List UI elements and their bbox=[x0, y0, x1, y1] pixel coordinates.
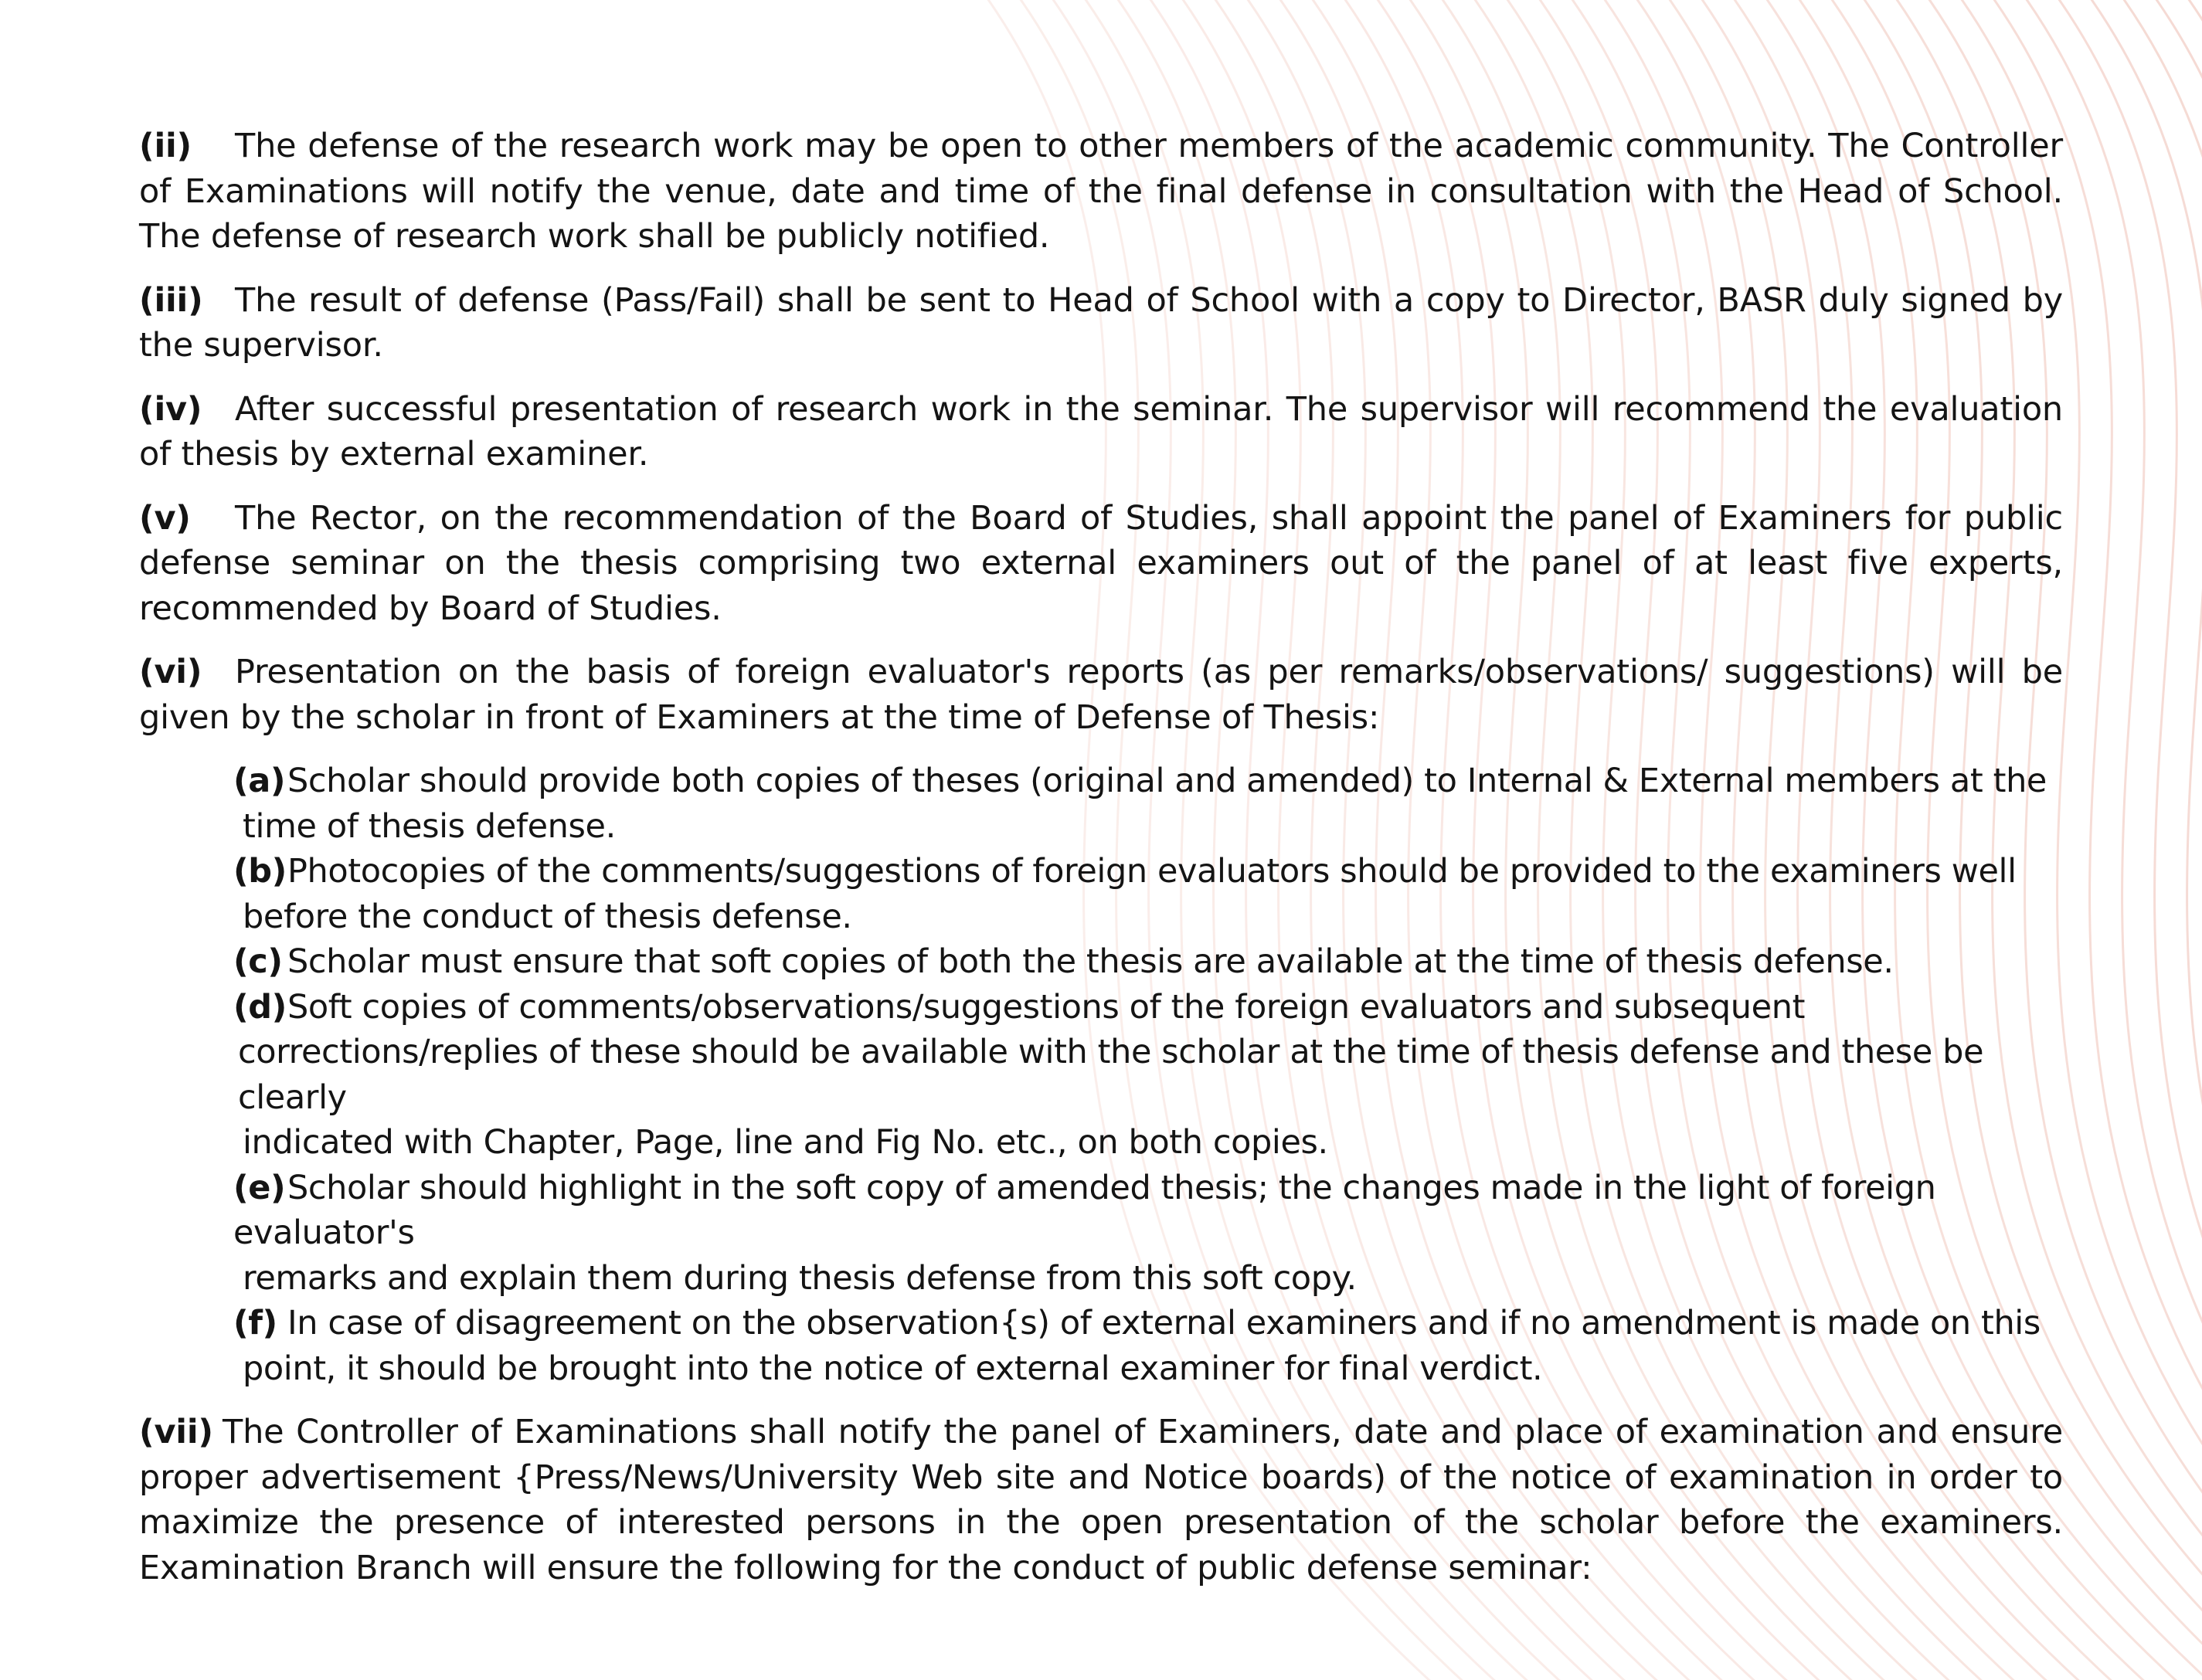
sub-item-b bbox=[233, 849, 2063, 939]
paragraph-ii bbox=[139, 124, 2063, 260]
paragraph-number: (v) bbox=[139, 498, 191, 538]
paragraph-text: The result of defense (Pass/Fail) shall be sent to Head of School with a copy to Director, BASR duly signed by the supervisor. bbox=[139, 280, 2063, 365]
sub-item-text: corrections/replies of these should be available with the scholar at the time of thesis defense and these be clearly bbox=[238, 1033, 1984, 1117]
wave-line bbox=[2199, 0, 2202, 1680]
sub-item-text: time of thesis defense. bbox=[243, 806, 616, 846]
sub-item-letter: (c) bbox=[233, 942, 283, 981]
sub-item-a bbox=[233, 759, 2063, 849]
sub-item-e bbox=[233, 1166, 2063, 1302]
sub-item-text: Photocopies of the comments/suggestions of foreign evaluators should be provided to the examiners well bbox=[287, 852, 2017, 891]
sub-item-list bbox=[233, 759, 2063, 1391]
sub-item-text: before the conduct of thesis defense. bbox=[243, 897, 852, 936]
paragraph-number: (vi) bbox=[139, 653, 202, 691]
paragraph-text: Presentation on the basis of foreign evaluator's reports (as per remarks/observations/ suggestions) will be given by the scholar in front of Examiners at the time of Defense of Thesis: bbox=[139, 653, 2063, 737]
paragraph-vi bbox=[139, 650, 2063, 740]
sub-item-d bbox=[233, 985, 2063, 1166]
paragraph-text: The Controller of Examinations shall notify the panel of Examiners, date and place of examination and ensure proper advertisement {Press/News/University Web site and Notice boards) of the notice of examination in order to maximize the presence of interested persons in the open presentation of the scholar before the examiners. Examination Branch will ensure the following for the conduct of public defense seminar: bbox=[139, 1413, 2063, 1587]
paragraph-number: (iii) bbox=[139, 280, 203, 320]
sub-item-c bbox=[233, 939, 2063, 985]
wave-line bbox=[2166, 0, 2202, 1680]
paragraph-v bbox=[139, 496, 2063, 632]
paragraph-text: The defense of the research work may be open to other members of the academic community. The Controller of Examinations will notify the venue, date and time of the final defense in consultation with the Head of School. The defense of research work shall be publicly notified. bbox=[139, 127, 2063, 256]
sub-item-text: In case of disagreement on the observation{s) of external examiners and if no amendment is made on this bbox=[287, 1304, 2041, 1342]
document-page bbox=[139, 124, 2063, 1609]
sub-item-text: indicated with Chapter, Page, line and Fig No. etc., on both copies. bbox=[243, 1123, 1328, 1162]
wave-line bbox=[2069, 0, 2202, 1680]
paragraph-text: The Rector, on the recommendation of the Board of Studies, shall appoint the panel of Examiners for public defense seminar on the thesis comprising two external examiners out of the panel of at least five experts, recommended by Board of Studies. bbox=[139, 498, 2063, 628]
paragraph-iv bbox=[139, 387, 2063, 477]
sub-item-f bbox=[233, 1301, 2063, 1391]
sub-item-letter: (d) bbox=[233, 987, 287, 1027]
paragraph-text: After successful presentation of research work in the seminar. The supervisor will recommend the evaluation of thesis by external examiner. bbox=[139, 389, 2063, 473]
sub-item-text: point, it should be brought into the notice of external examiner for final verdict. bbox=[243, 1349, 1543, 1388]
sub-item-letter: (b) bbox=[233, 852, 287, 891]
sub-item-text: Scholar should highlight in the soft copy of amended thesis; the changes made in the light of foreign evaluator's bbox=[233, 1168, 1936, 1252]
sub-item-text: Soft copies of comments/observations/suggestions of the foreign evaluators and subsequent bbox=[287, 987, 1806, 1027]
paragraph-iii bbox=[139, 278, 2063, 368]
paragraph-number: (ii) bbox=[139, 127, 192, 165]
sub-item-letter: (a) bbox=[233, 762, 286, 800]
sub-item-text: Scholar should provide both copies of theses (original and amended) to Internal & External members at the bbox=[287, 762, 2047, 800]
paragraph-number: (vii) bbox=[139, 1413, 213, 1451]
sub-item-letter: (f) bbox=[233, 1304, 277, 1342]
paragraph-vii bbox=[139, 1410, 2063, 1590]
sub-item-letter: (e) bbox=[233, 1168, 286, 1207]
paragraph-number: (iv) bbox=[139, 389, 202, 429]
sub-item-text: Scholar must ensure that soft copies of both the thesis are available at the time of thesis defense. bbox=[287, 942, 1894, 981]
sub-item-text: remarks and explain them during thesis defense from this soft copy. bbox=[243, 1258, 1357, 1298]
